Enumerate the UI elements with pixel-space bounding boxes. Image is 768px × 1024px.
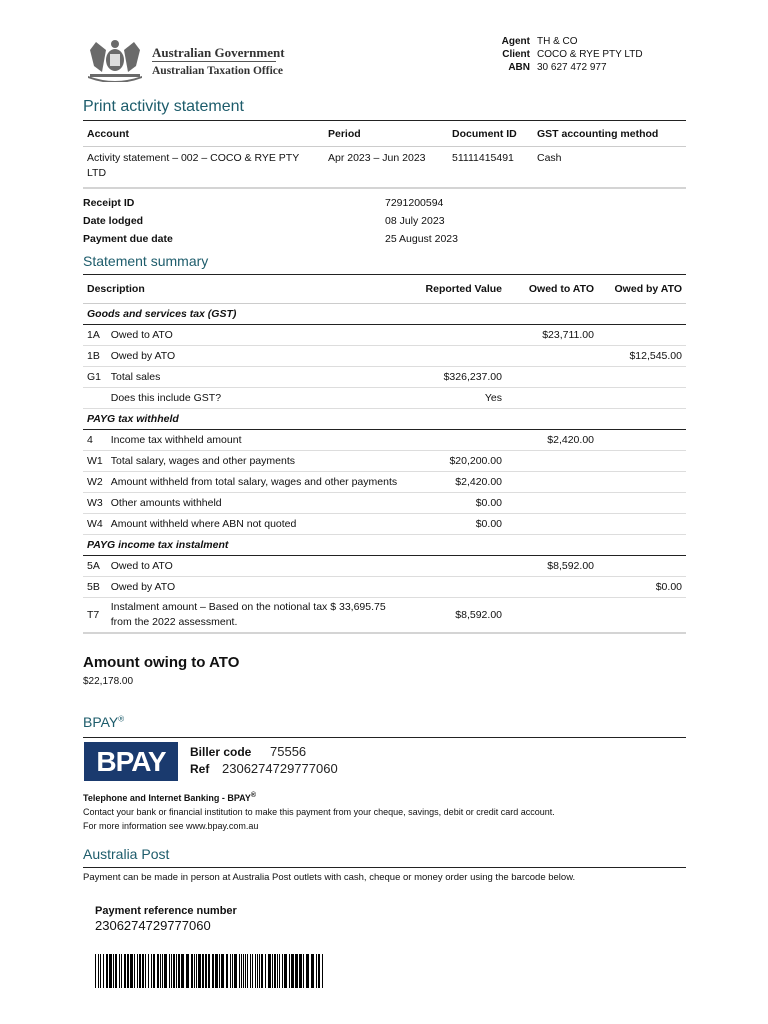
row-code: 5A [83,556,107,577]
coat-of-arms-icon [84,36,146,82]
australia-post-divider [83,867,686,868]
australia-post-text: Payment can be made in person at Australia Post outlets with cash, cheque or money order using the barcode below. [83,872,576,883]
row-owed-to-ato [506,346,598,367]
row-reported-value [406,556,506,577]
row-owed-by-ato [598,451,686,472]
row-description: Other amounts withheld [107,493,406,514]
biller-details [190,744,338,776]
row-reported-value: $8,592.00 [406,598,506,634]
row-owed-to-ato [506,577,598,598]
row-code: W4 [83,514,107,535]
gov-divider [152,61,276,62]
row-reported-value [406,346,506,367]
row-reported-value: $20,200.00 [406,451,506,472]
receipt-details [83,194,686,248]
bpay-logo: BPAY [84,742,178,781]
client-value: COCO & RYE PTY LTD [537,49,643,60]
row-code: 1B [83,346,107,367]
abn-label: ABN [508,62,530,73]
client-meta [470,35,690,74]
section-title: PAYG tax withheld [83,409,686,430]
account-table [83,120,686,189]
date-lodged: 08 July 2023 [385,215,445,227]
row-owed-to-ato [506,388,598,409]
payment-reference-number: 2306274729777060 [95,918,211,933]
row-description: Amount withheld where ABN not quoted [107,514,406,535]
section-header-row [83,535,686,556]
australia-post-title: Australia Post [83,846,170,862]
col-owed-to-ato: Owed to ATO [506,275,598,304]
client-label: Client [502,49,530,60]
agency-name: Australian Taxation Office [152,65,283,77]
table-row [83,577,686,598]
row-owed-by-ato [598,388,686,409]
table-row [83,451,686,472]
row-owed-by-ato: $0.00 [598,577,686,598]
table-row [83,556,686,577]
bpay-title [83,714,124,730]
bpay-heading-text: Telephone and Internet Banking - BPAY [83,793,251,803]
section-title: PAYG income tax instalment [83,535,686,556]
row-description: Owed by ATO [107,577,406,598]
bpay-line-2: For more information see www.bpay.com.au [83,821,259,831]
table-row [83,598,686,634]
row-reported-value: $0.00 [406,493,506,514]
table-row [83,346,686,367]
row-reported-value: $2,420.00 [406,472,506,493]
section-header-row [83,304,686,325]
section-header-row [83,409,686,430]
row-description: Amount withheld from total salary, wages and other payments [107,472,406,493]
bpay-instructions [83,789,555,833]
row-owed-to-ato [506,367,598,388]
ref-label: Ref [190,762,210,776]
receipt-id: 7291200594 [385,197,444,209]
row-owed-to-ato: $23,711.00 [506,325,598,346]
account-name: Activity statement – 002 – COCO & RYE PTY LTD [83,147,324,189]
row-owed-to-ato [506,598,598,634]
bpay-line-1: Contact your bank or financial institution to make this payment from your cheque, savings, debit or credit card account. [83,807,555,817]
row-code: 4 [83,430,107,451]
row-owed-by-ato: $12,545.00 [598,346,686,367]
row-code: T7 [83,598,107,634]
row-owed-by-ato [598,367,686,388]
row-description: Income tax withheld amount [107,430,406,451]
period-value: Apr 2023 – Jun 2023 [324,147,448,189]
row-reported-value: $326,237.00 [406,367,506,388]
row-code [83,388,107,409]
barcode-icon [95,954,325,988]
summary-title: Statement summary [83,253,209,269]
row-owed-by-ato [598,556,686,577]
col-account: Account [83,121,324,147]
row-code: W1 [83,451,107,472]
gov-name: Australian Government [152,45,285,60]
row-owed-by-ato [598,514,686,535]
bpay-title-text: BPAY [83,714,119,730]
row-code: 1A [83,325,107,346]
row-description: Total sales [107,367,406,388]
table-row [83,430,686,451]
table-row [83,514,686,535]
agent-label: Agent [501,36,530,47]
bpay-heading [83,789,555,805]
col-reported-value: Reported Value [406,275,506,304]
row-code: 5B [83,577,107,598]
row-code: G1 [83,367,107,388]
row-reported-value: $0.00 [406,514,506,535]
row-owed-to-ato [506,493,598,514]
table-row [83,388,686,409]
biller-code: 75556 [270,744,307,759]
receipt-id-label: Receipt ID [83,197,135,209]
col-period: Period [324,121,448,147]
gst-method: Cash [533,147,686,189]
row-owed-to-ato: $8,592.00 [506,556,598,577]
row-owed-to-ato [506,451,598,472]
document-id: 51111415491 [448,147,533,189]
row-description: Total salary, wages and other payments [107,451,406,472]
table-row [83,472,686,493]
table-row [83,493,686,514]
amount-owing-value: $22,178.00 [83,676,134,687]
row-owed-to-ato: $2,420.00 [506,430,598,451]
row-description: Owed by ATO [107,346,406,367]
row-code: W2 [83,472,107,493]
biller-code-label: Biller code [190,745,252,759]
col-description: Description [83,275,406,304]
bpay-divider [83,737,686,738]
section-title: Goods and services tax (GST) [83,304,686,325]
row-description: Owed to ATO [107,556,406,577]
agent-value: TH & CO [537,36,578,47]
row-description: Instalment amount – Based on the notional tax $ 33,695.75 from the 2022 assessment. [107,598,406,634]
amount-owing-title: Amount owing to ATO [83,654,240,671]
payment-due-label: Payment due date [83,233,173,245]
row-description: Owed to ATO [107,325,406,346]
col-document-id: Document ID [448,121,533,147]
col-owed-by-ato: Owed by ATO [598,275,686,304]
payment-reference-label: Payment reference number [95,905,237,917]
page-title: Print activity statement [83,98,244,115]
col-gst-method: GST accounting method [533,121,686,147]
registered-mark: ® [118,714,125,724]
row-owed-by-ato [598,325,686,346]
date-lodged-label: Date lodged [83,215,144,227]
row-owed-to-ato [506,514,598,535]
row-owed-to-ato [506,472,598,493]
abn-value: 30 627 472 977 [537,62,607,73]
row-reported-value [406,325,506,346]
row-code: W3 [83,493,107,514]
row-owed-by-ato [598,493,686,514]
row-owed-by-ato [598,430,686,451]
row-description: Does this include GST? [107,388,406,409]
bpay-heading-reg-mark: ® [250,792,257,799]
row-owed-by-ato [598,598,686,634]
row-reported-value [406,577,506,598]
table-row [83,325,686,346]
row-reported-value [406,430,506,451]
statement-summary-table [83,274,686,634]
ref-value: 2306274729777060 [222,761,338,776]
table-row [83,367,686,388]
table-row [83,147,686,189]
row-reported-value: Yes [406,388,506,409]
row-owed-by-ato [598,472,686,493]
payment-due: 25 August 2023 [385,233,458,245]
